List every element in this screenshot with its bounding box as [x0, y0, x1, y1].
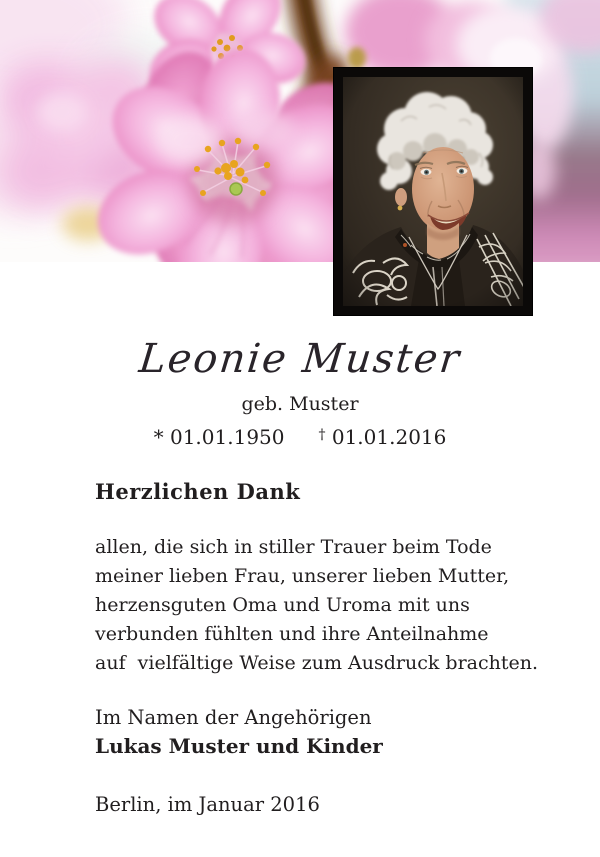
paragraph-line: verbunden fühlten und ihre Anteilnahme	[95, 623, 489, 645]
place-date: Berlin, im Januar 2016	[95, 793, 320, 816]
death-date	[319, 425, 447, 449]
death-date-value: 01.01.2016	[331, 425, 447, 449]
family-signature: Lukas Muster und Kinder	[95, 734, 383, 758]
portrait-photo	[343, 77, 523, 306]
paragraph-line: meiner lieben Frau, unserer lieben Mutter,	[95, 565, 510, 587]
thanks-paragraph	[95, 533, 565, 678]
life-dates	[0, 422, 600, 450]
name-block	[0, 332, 600, 450]
birth-date: * 01.01.1950	[153, 425, 285, 449]
portrait-photo-frame	[334, 68, 532, 315]
paragraph-line: auf vielfältige Weise zum Ausdruck brachten.	[95, 652, 539, 674]
text-block	[95, 477, 565, 819]
maiden-name: geb. Muster	[241, 393, 359, 415]
deceased-name: Leonie Muster	[136, 336, 464, 382]
closing-line: Im Namen der Angehörigen	[95, 706, 372, 729]
thanks-heading: Herzlichen Dank	[95, 479, 301, 504]
paragraph-line: herzensguten Oma und Uroma mit uns	[95, 594, 470, 616]
dagger-symbol: †	[318, 427, 326, 443]
paragraph-line: allen, die sich in stiller Trauer beim Tode	[95, 536, 492, 558]
